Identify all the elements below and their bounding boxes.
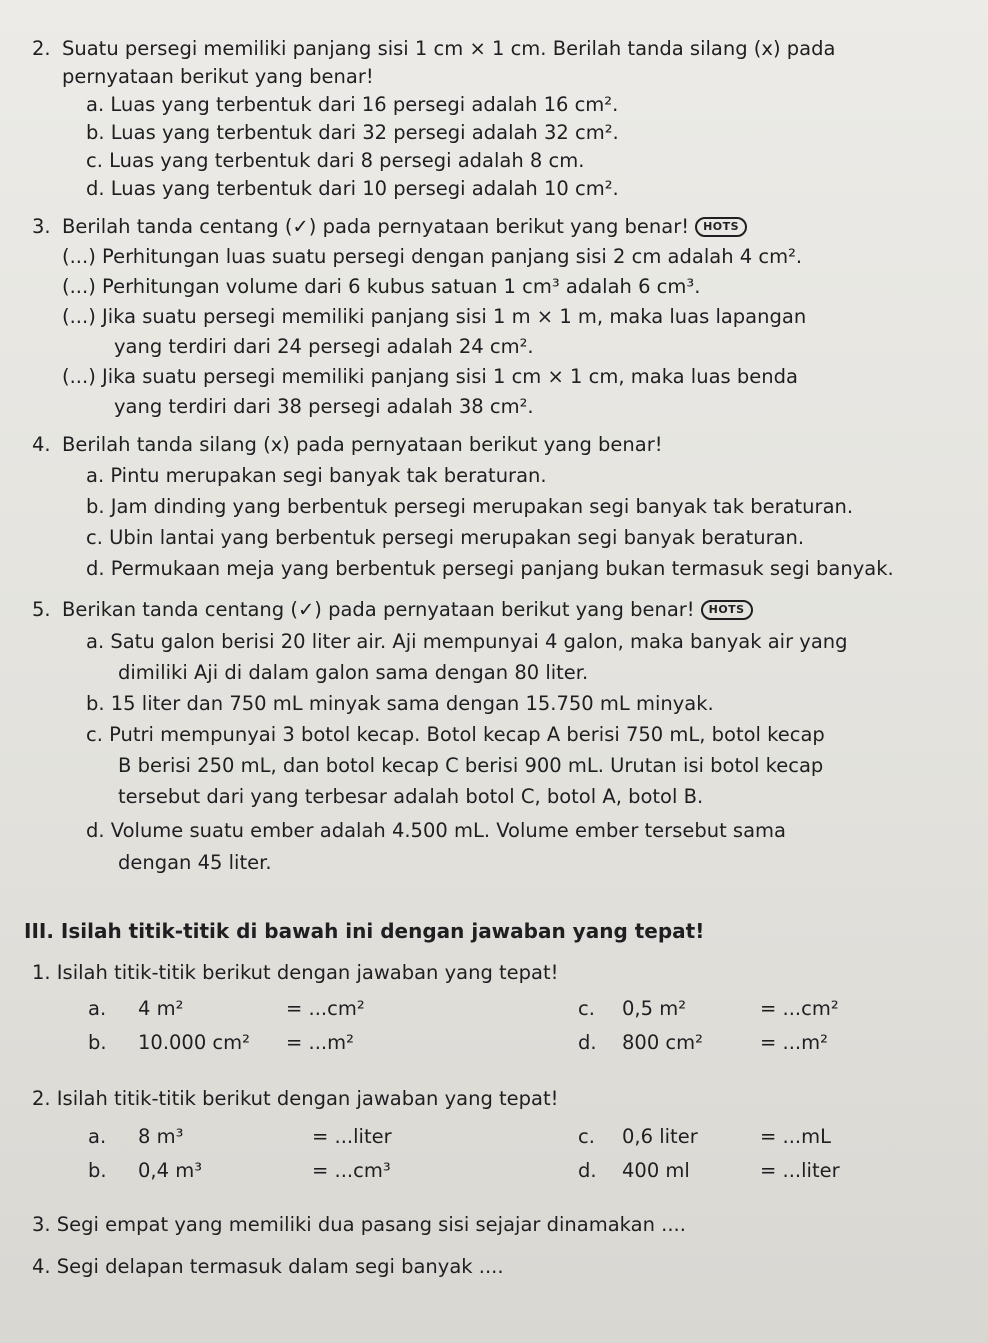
sec3-q2-prompt: 2. Isilah titik-titik berikut dengan jawaban yang tepat!	[32, 1087, 559, 1110]
q2-option-c: c. Luas yang terbentuk dari 8 persegi adalah 8 cm.	[86, 149, 585, 172]
sec3-q1-d-answer: = ...m²	[760, 1031, 828, 1054]
section-iii-heading: III. Isilah titik-titik di bawah ini dengan jawaban yang tepat!	[24, 919, 705, 943]
sec3-q1-c-answer: = ...cm²	[760, 997, 839, 1020]
q5-option-c-line1: c. Putri mempunyai 3 botol kecap. Botol kecap A berisi 750 mL, botol kecap	[86, 723, 825, 746]
sec3-q2-c-value: 0,6 liter	[622, 1125, 698, 1148]
sec3-q2-a-label: a.	[88, 1125, 107, 1148]
sec3-q1-c-value: 0,5 m²	[622, 997, 687, 1020]
sec3-q1-a-label: a.	[88, 997, 107, 1020]
q3-item-3-line2: yang terdiri dari 24 persegi adalah 24 cm².	[114, 335, 534, 358]
q3-item-3-line1: (...) Jika suatu persegi memiliki panjang sisi 1 m × 1 m, maka luas lapangan	[62, 305, 807, 328]
q5-option-a-line2: dimiliki Aji di dalam galon sama dengan 80 liter.	[118, 661, 589, 684]
sec3-q2-b-answer: = ...cm³	[312, 1159, 391, 1182]
sec3-q3-prompt: 3. Segi empat yang memiliki dua pasang sisi sejajar dinamakan ....	[32, 1213, 686, 1236]
q5-intro: Berikan tanda centang (✓) pada pernyataan berikut yang benar! HOTS	[62, 597, 753, 623]
sec3-q2-d-answer: = ...liter	[760, 1159, 840, 1182]
q2-intro-line1: Suatu persegi memiliki panjang sisi 1 cm × 1 cm. Berilah tanda silang (x) pada	[62, 37, 836, 60]
q4-option-d: d. Permukaan meja yang berbentuk persegi panjang bukan termasuk segi banyak.	[86, 557, 894, 580]
q5-option-c-line2: B berisi 250 mL, dan botol kecap C berisi 900 mL. Urutan isi botol kecap	[118, 754, 824, 777]
sec3-q2-a-answer: = ...liter	[312, 1125, 392, 1148]
q2-number: 2.	[32, 37, 51, 60]
q5-option-d-line2: dengan 45 liter.	[118, 851, 272, 874]
q5-option-c-line3: tersebut dari yang terbesar adalah botol C, botol A, botol B.	[118, 785, 704, 808]
q3-item-4-line2: yang terdiri dari 38 persegi adalah 38 cm².	[114, 395, 534, 418]
sec3-q1-b-answer: = ...m²	[286, 1031, 354, 1054]
hots-badge: HOTS	[695, 217, 747, 237]
sec3-q1-a-value: 4 m²	[138, 997, 184, 1020]
q4-option-b: b. Jam dinding yang berbentuk persegi merupakan segi banyak tak beraturan.	[86, 495, 854, 518]
q4-option-a: a. Pintu merupakan segi banyak tak beraturan.	[86, 464, 547, 487]
sec3-q2-a-value: 8 m³	[138, 1125, 184, 1148]
sec3-q1-a-answer: = ...cm²	[286, 997, 365, 1020]
sec3-q1-b-value: 10.000 cm²	[138, 1031, 250, 1054]
q4-option-c: c. Ubin lantai yang berbentuk persegi merupakan segi banyak beraturan.	[86, 526, 805, 549]
sec3-q1-prompt: 1. Isilah titik-titik berikut dengan jawaban yang tepat!	[32, 961, 559, 984]
q3-number: 3.	[32, 215, 51, 238]
sec3-q1-b-label: b.	[88, 1031, 107, 1054]
q3-item-2: (...) Perhitungan volume dari 6 kubus satuan 1 cm³ adalah 6 cm³.	[62, 275, 701, 298]
sec3-q1-d-label: d.	[578, 1031, 597, 1054]
q3-item-1: (...) Perhitungan luas suatu persegi dengan panjang sisi 2 cm adalah 4 cm².	[62, 245, 803, 268]
sec3-q2-b-value: 0,4 m³	[138, 1159, 203, 1182]
q4-intro: Berilah tanda silang (x) pada pernyataan berikut yang benar!	[62, 433, 663, 456]
q4-number: 4.	[32, 433, 51, 456]
q5-option-d-line1: d. Volume suatu ember adalah 4.500 mL. Volume ember tersebut sama	[86, 819, 786, 842]
q5-number: 5.	[32, 598, 51, 621]
q3-item-4-line1: (...) Jika suatu persegi memiliki panjang sisi 1 cm × 1 cm, maka luas benda	[62, 365, 798, 388]
q3-intro: Berilah tanda centang (✓) pada pernyataan berikut yang benar! HOTS	[62, 214, 747, 240]
sec3-q2-d-label: d.	[578, 1159, 597, 1182]
sec3-q1-d-value: 800 cm²	[622, 1031, 703, 1054]
q5-option-a-line1: a. Satu galon berisi 20 liter air. Aji mempunyai 4 galon, maka banyak air yang	[86, 630, 848, 653]
q2-option-d: d. Luas yang terbentuk dari 10 persegi adalah 10 cm².	[86, 177, 619, 200]
sec3-q2-c-label: c.	[578, 1125, 595, 1148]
sec3-q1-c-label: c.	[578, 997, 595, 1020]
q5-option-b: b. 15 liter dan 750 mL minyak sama dengan 15.750 mL minyak.	[86, 692, 714, 715]
q2-option-b: b. Luas yang terbentuk dari 32 persegi adalah 32 cm².	[86, 121, 619, 144]
hots-badge: HOTS	[701, 600, 753, 620]
sec3-q2-d-value: 400 ml	[622, 1159, 690, 1182]
sec3-q4-prompt: 4. Segi delapan termasuk dalam segi banyak ....	[32, 1255, 504, 1278]
q2-option-a: a. Luas yang terbentuk dari 16 persegi adalah 16 cm².	[86, 93, 619, 116]
q2-intro-line2: pernyataan berikut yang benar!	[62, 65, 374, 88]
sec3-q2-c-answer: = ...mL	[760, 1125, 831, 1148]
sec3-q2-b-label: b.	[88, 1159, 107, 1182]
